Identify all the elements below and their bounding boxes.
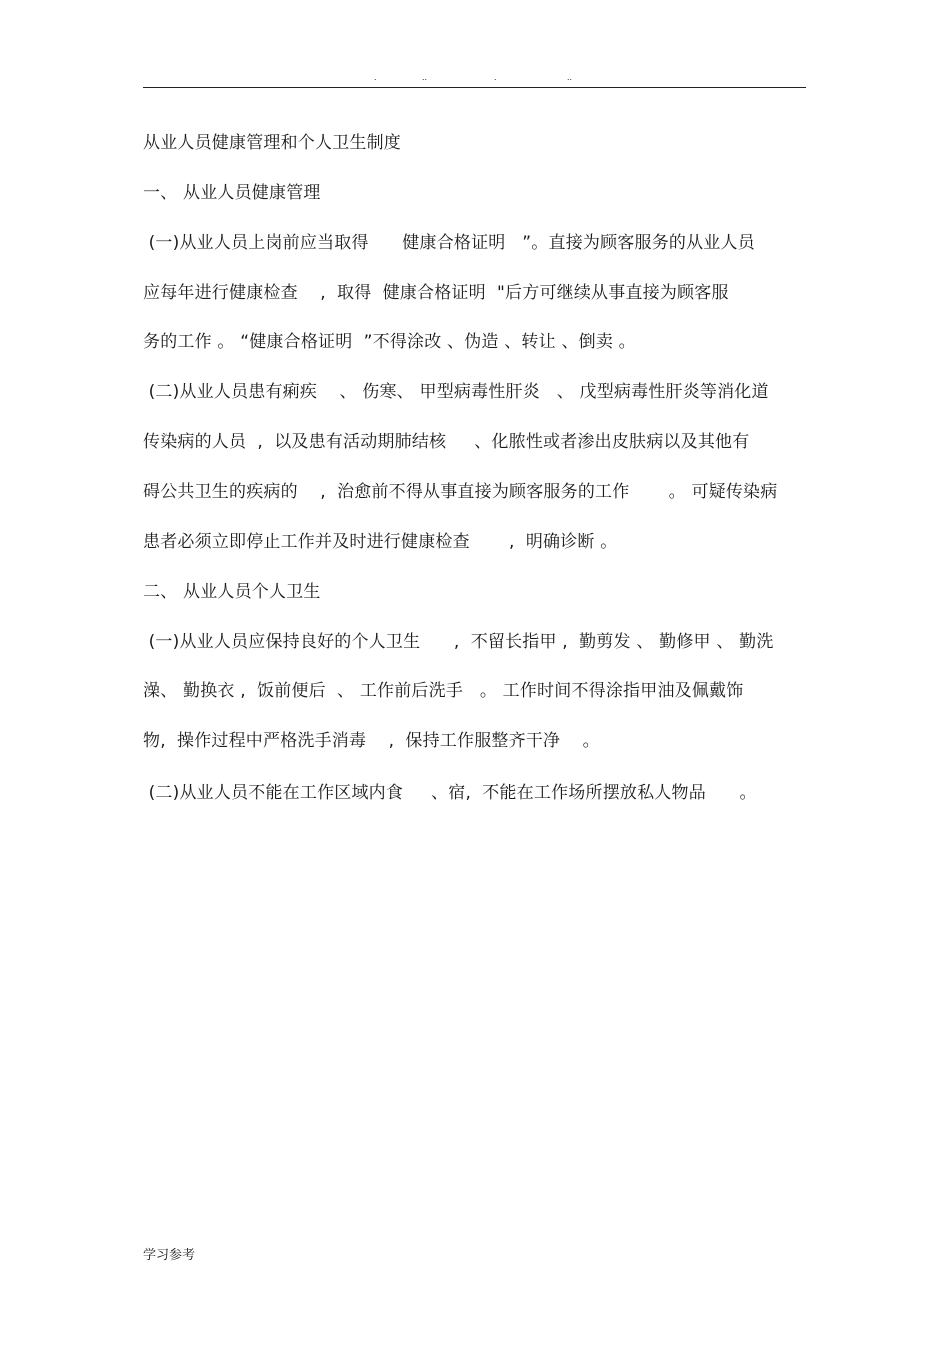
section-heading: 二、 从业人员个人卫生 (143, 582, 321, 602)
paragraph-line: 应每年进行健康检查 , 取得 健康合格证明 "后方可继续从事直接为顾客服 (143, 283, 729, 303)
paragraph-line: 传染病的人员 , 以及患有活动期肺结核 、化脓性或者渗出皮肤病以及其他有 (143, 432, 750, 452)
header-mark: .. (567, 72, 573, 82)
paragraph-line: 物, 操作过程中严格洗手消毒 , 保持工作服整齐干净 。 (143, 731, 600, 751)
page-footer: 学习参考 (143, 1248, 196, 1263)
section-heading: 一、 从业人员健康管理 (143, 183, 321, 203)
header-mark: .. (422, 72, 428, 82)
header-mark: . (374, 72, 377, 82)
header-mark: . (494, 72, 497, 82)
document-title: 从业人员健康管理和个人卫生制度 (143, 133, 401, 153)
header-rule (143, 87, 806, 88)
paragraph-line: (二)从业人员患有痢疾 、 伤寒、 甲型病毒性肝炎 、 戊型病毒性肝炎等消化道 (143, 382, 769, 402)
paragraph-line: 患者必须立即停止工作并及时进行健康检查 , 明确诊断 。 (143, 532, 618, 552)
paragraph-line: 务的工作 。 “健康合格证明 ”不得涂改 、伪造 、转让 、倒卖 。 (143, 332, 636, 352)
paragraph-line: (一)从业人员上岗前应当取得 健康合格证明 ”。直接为顾客服务的从业人员 (143, 233, 755, 253)
paragraph-line: (一)从业人员应保持良好的个人卫生 , 不留长指甲 , 勤剪发 、 勤修甲 、 勤洗 (143, 632, 774, 652)
paragraph-line: (二)从业人员不能在工作区域内食 、宿, 不能在工作场所摆放私人物品 。 (143, 783, 757, 803)
paragraph-line: 澡、 勤换衣 , 饭前便后 、 工作前后洗手 。 工作时间不得涂指甲油及佩戴饰 (143, 681, 744, 701)
page-header-marks (143, 72, 806, 86)
paragraph-line: 碍公共卫生的疾病的 , 治愈前不得从事直接为顾客服务的工作 。 可疑传染病 (143, 482, 778, 502)
